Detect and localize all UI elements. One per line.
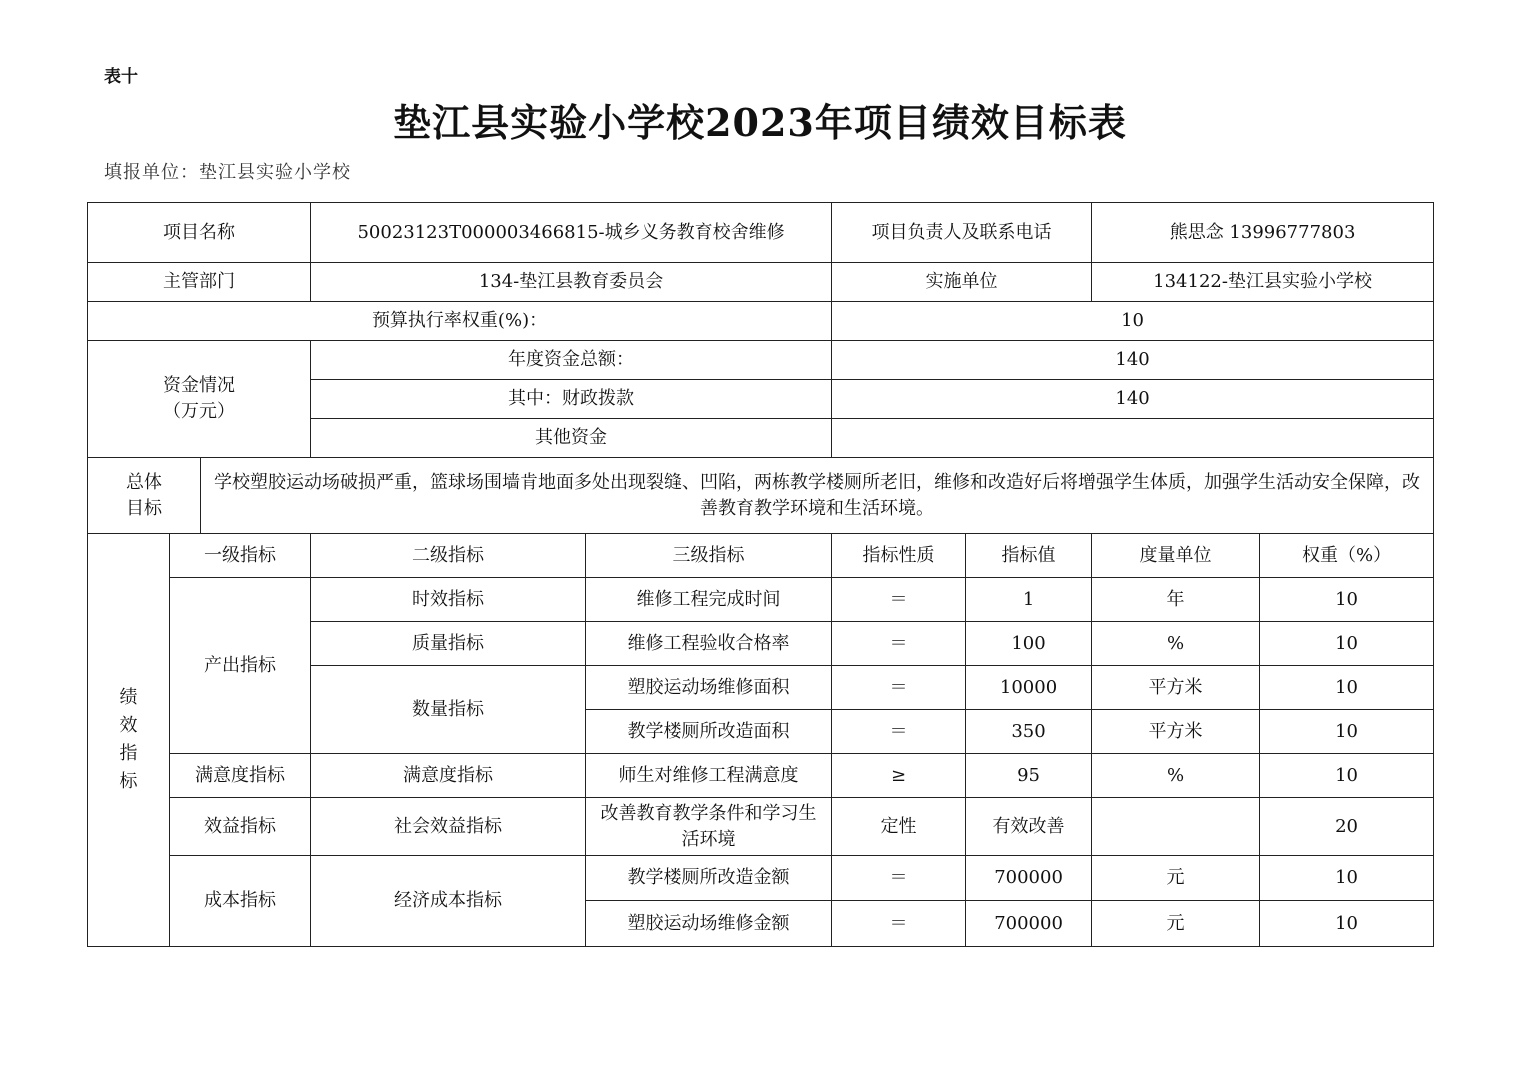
indicator-name: 塑胶运动场维修面积 <box>586 666 832 710</box>
budget-rate-label: 预算执行率权重(%)： <box>88 302 832 341</box>
contact-label: 项目负责人及联系电话 <box>832 203 1092 263</box>
budget-rate-row <box>88 302 1434 341</box>
indicator-name: 师生对维修工程满意度 <box>586 754 832 798</box>
header-value: 指标值 <box>966 534 1092 578</box>
indicator-nature: 定性 <box>832 798 966 856</box>
indicator-side-label <box>88 534 170 947</box>
indicator-nature: ＝ <box>832 622 966 666</box>
department-row <box>88 263 1434 302</box>
indicator-name: 教学楼厕所改造金额 <box>586 856 832 901</box>
contact-value: 熊思念 13996777803 <box>1092 203 1434 263</box>
total-funds-label: 年度资金总额： <box>311 341 832 380</box>
sub-satisfaction: 满意度指标 <box>311 754 586 798</box>
indicator-header-row <box>88 534 1434 578</box>
total-funds-value: 140 <box>832 341 1434 380</box>
indicator-value: 350 <box>966 710 1092 754</box>
indicator-unit: % <box>1092 622 1260 666</box>
fiscal-funds-label: 其中：财政拨款 <box>311 380 832 419</box>
indicator-weight: 10 <box>1260 754 1434 798</box>
project-name-row <box>88 203 1434 263</box>
impl-label: 实施单位 <box>832 263 1092 302</box>
project-name-label: 项目名称 <box>88 203 311 263</box>
table-row <box>88 754 1434 798</box>
indicator-unit: 年 <box>1092 578 1260 622</box>
reporting-unit: 填报单位：垫江县实验小学校 <box>104 162 351 183</box>
other-funds-label: 其他资金 <box>311 419 832 458</box>
indicator-weight: 10 <box>1260 622 1434 666</box>
indicator-nature: ＝ <box>832 901 966 947</box>
performance-table <box>87 202 1434 947</box>
indicator-value: 1 <box>966 578 1092 622</box>
indicator-value: 有效改善 <box>966 798 1092 856</box>
budget-rate-value: 10 <box>832 302 1434 341</box>
indicator-weight: 10 <box>1260 666 1434 710</box>
sub-time: 时效指标 <box>311 578 586 622</box>
overall-goal-label <box>88 458 201 534</box>
group-benefit: 效益指标 <box>170 798 311 856</box>
indicator-value: 95 <box>966 754 1092 798</box>
sub-quantity: 数量指标 <box>311 666 586 754</box>
indicator-unit: 元 <box>1092 901 1260 947</box>
indicator-value: 700000 <box>966 856 1092 901</box>
indicator-unit: 平方米 <box>1092 666 1260 710</box>
indicator-weight: 10 <box>1260 901 1434 947</box>
dept-label: 主管部门 <box>88 263 311 302</box>
table-row <box>88 856 1434 901</box>
other-funds-value <box>832 419 1434 458</box>
indicator-nature: ＝ <box>832 710 966 754</box>
indicator-name: 维修工程验收合格率 <box>586 622 832 666</box>
project-name-value: 50023123T000003466815-城乡义务教育校舍维修 <box>311 203 832 263</box>
funds-label-line1: 资金情况 <box>163 375 236 396</box>
indicator-name: 塑胶运动场维修金额 <box>586 901 832 947</box>
header-weight: 权重（%） <box>1260 534 1434 578</box>
goal-label-line1: 总体 <box>126 471 162 493</box>
indicator-name: 维修工程完成时间 <box>586 578 832 622</box>
indicator-value: 700000 <box>966 901 1092 947</box>
page-title: 垫江县实验小学校2023年项目绩效目标表 <box>393 100 1127 145</box>
indicator-weight: 10 <box>1260 710 1434 754</box>
group-satisfaction: 满意度指标 <box>170 754 311 798</box>
dept-value: 134-垫江县教育委员会 <box>311 263 832 302</box>
header-level2: 二级指标 <box>311 534 586 578</box>
table-row <box>88 798 1434 856</box>
indicator-weight: 20 <box>1260 798 1434 856</box>
table-number: 表十 <box>104 67 138 87</box>
indicator-side-text: 绩效指标 <box>119 687 138 792</box>
indicator-nature: ＝ <box>832 578 966 622</box>
indicator-unit <box>1092 798 1260 856</box>
sub-economic: 经济成本指标 <box>311 856 586 947</box>
indicator-nature: ＝ <box>832 666 966 710</box>
header-unit: 度量单位 <box>1092 534 1260 578</box>
header-level1: 一级指标 <box>170 534 311 578</box>
funds-label <box>88 341 311 458</box>
indicator-name: 教学楼厕所改造面积 <box>586 710 832 754</box>
funds-total-row <box>88 341 1434 380</box>
funds-label-line2: （万元） <box>163 401 236 422</box>
group-cost: 成本指标 <box>170 856 311 947</box>
fiscal-funds-value: 140 <box>832 380 1434 419</box>
overall-goal-row <box>88 458 1434 534</box>
impl-value: 134122-垫江县实验小学校 <box>1092 263 1434 302</box>
group-output: 产出指标 <box>170 578 311 754</box>
table-row <box>88 578 1434 622</box>
indicator-name: 改善教育教学条件和学习生活环境 <box>586 798 832 856</box>
indicator-unit: 平方米 <box>1092 710 1260 754</box>
sub-social: 社会效益指标 <box>311 798 586 856</box>
sub-quality: 质量指标 <box>311 622 586 666</box>
indicator-value: 100 <box>966 622 1092 666</box>
indicator-unit: 元 <box>1092 856 1260 901</box>
indicator-value: 10000 <box>966 666 1092 710</box>
header-nature: 指标性质 <box>832 534 966 578</box>
indicator-unit: % <box>1092 754 1260 798</box>
overall-goal-text: 学校塑胶运动场破损严重，篮球场围墙肯地面多处出现裂缝、凹陷，两栋教学楼厕所老旧，维修和改造好后将增强学生体质，加强学生活动安全保障，改善教育教学环境和生活环境。 <box>201 458 1434 534</box>
header-level3: 三级指标 <box>586 534 832 578</box>
indicator-weight: 10 <box>1260 578 1434 622</box>
indicator-nature: ＝ <box>832 856 966 901</box>
goal-label-line2: 目标 <box>126 497 162 519</box>
indicator-weight: 10 <box>1260 856 1434 901</box>
indicator-nature: ≥ <box>832 754 966 798</box>
